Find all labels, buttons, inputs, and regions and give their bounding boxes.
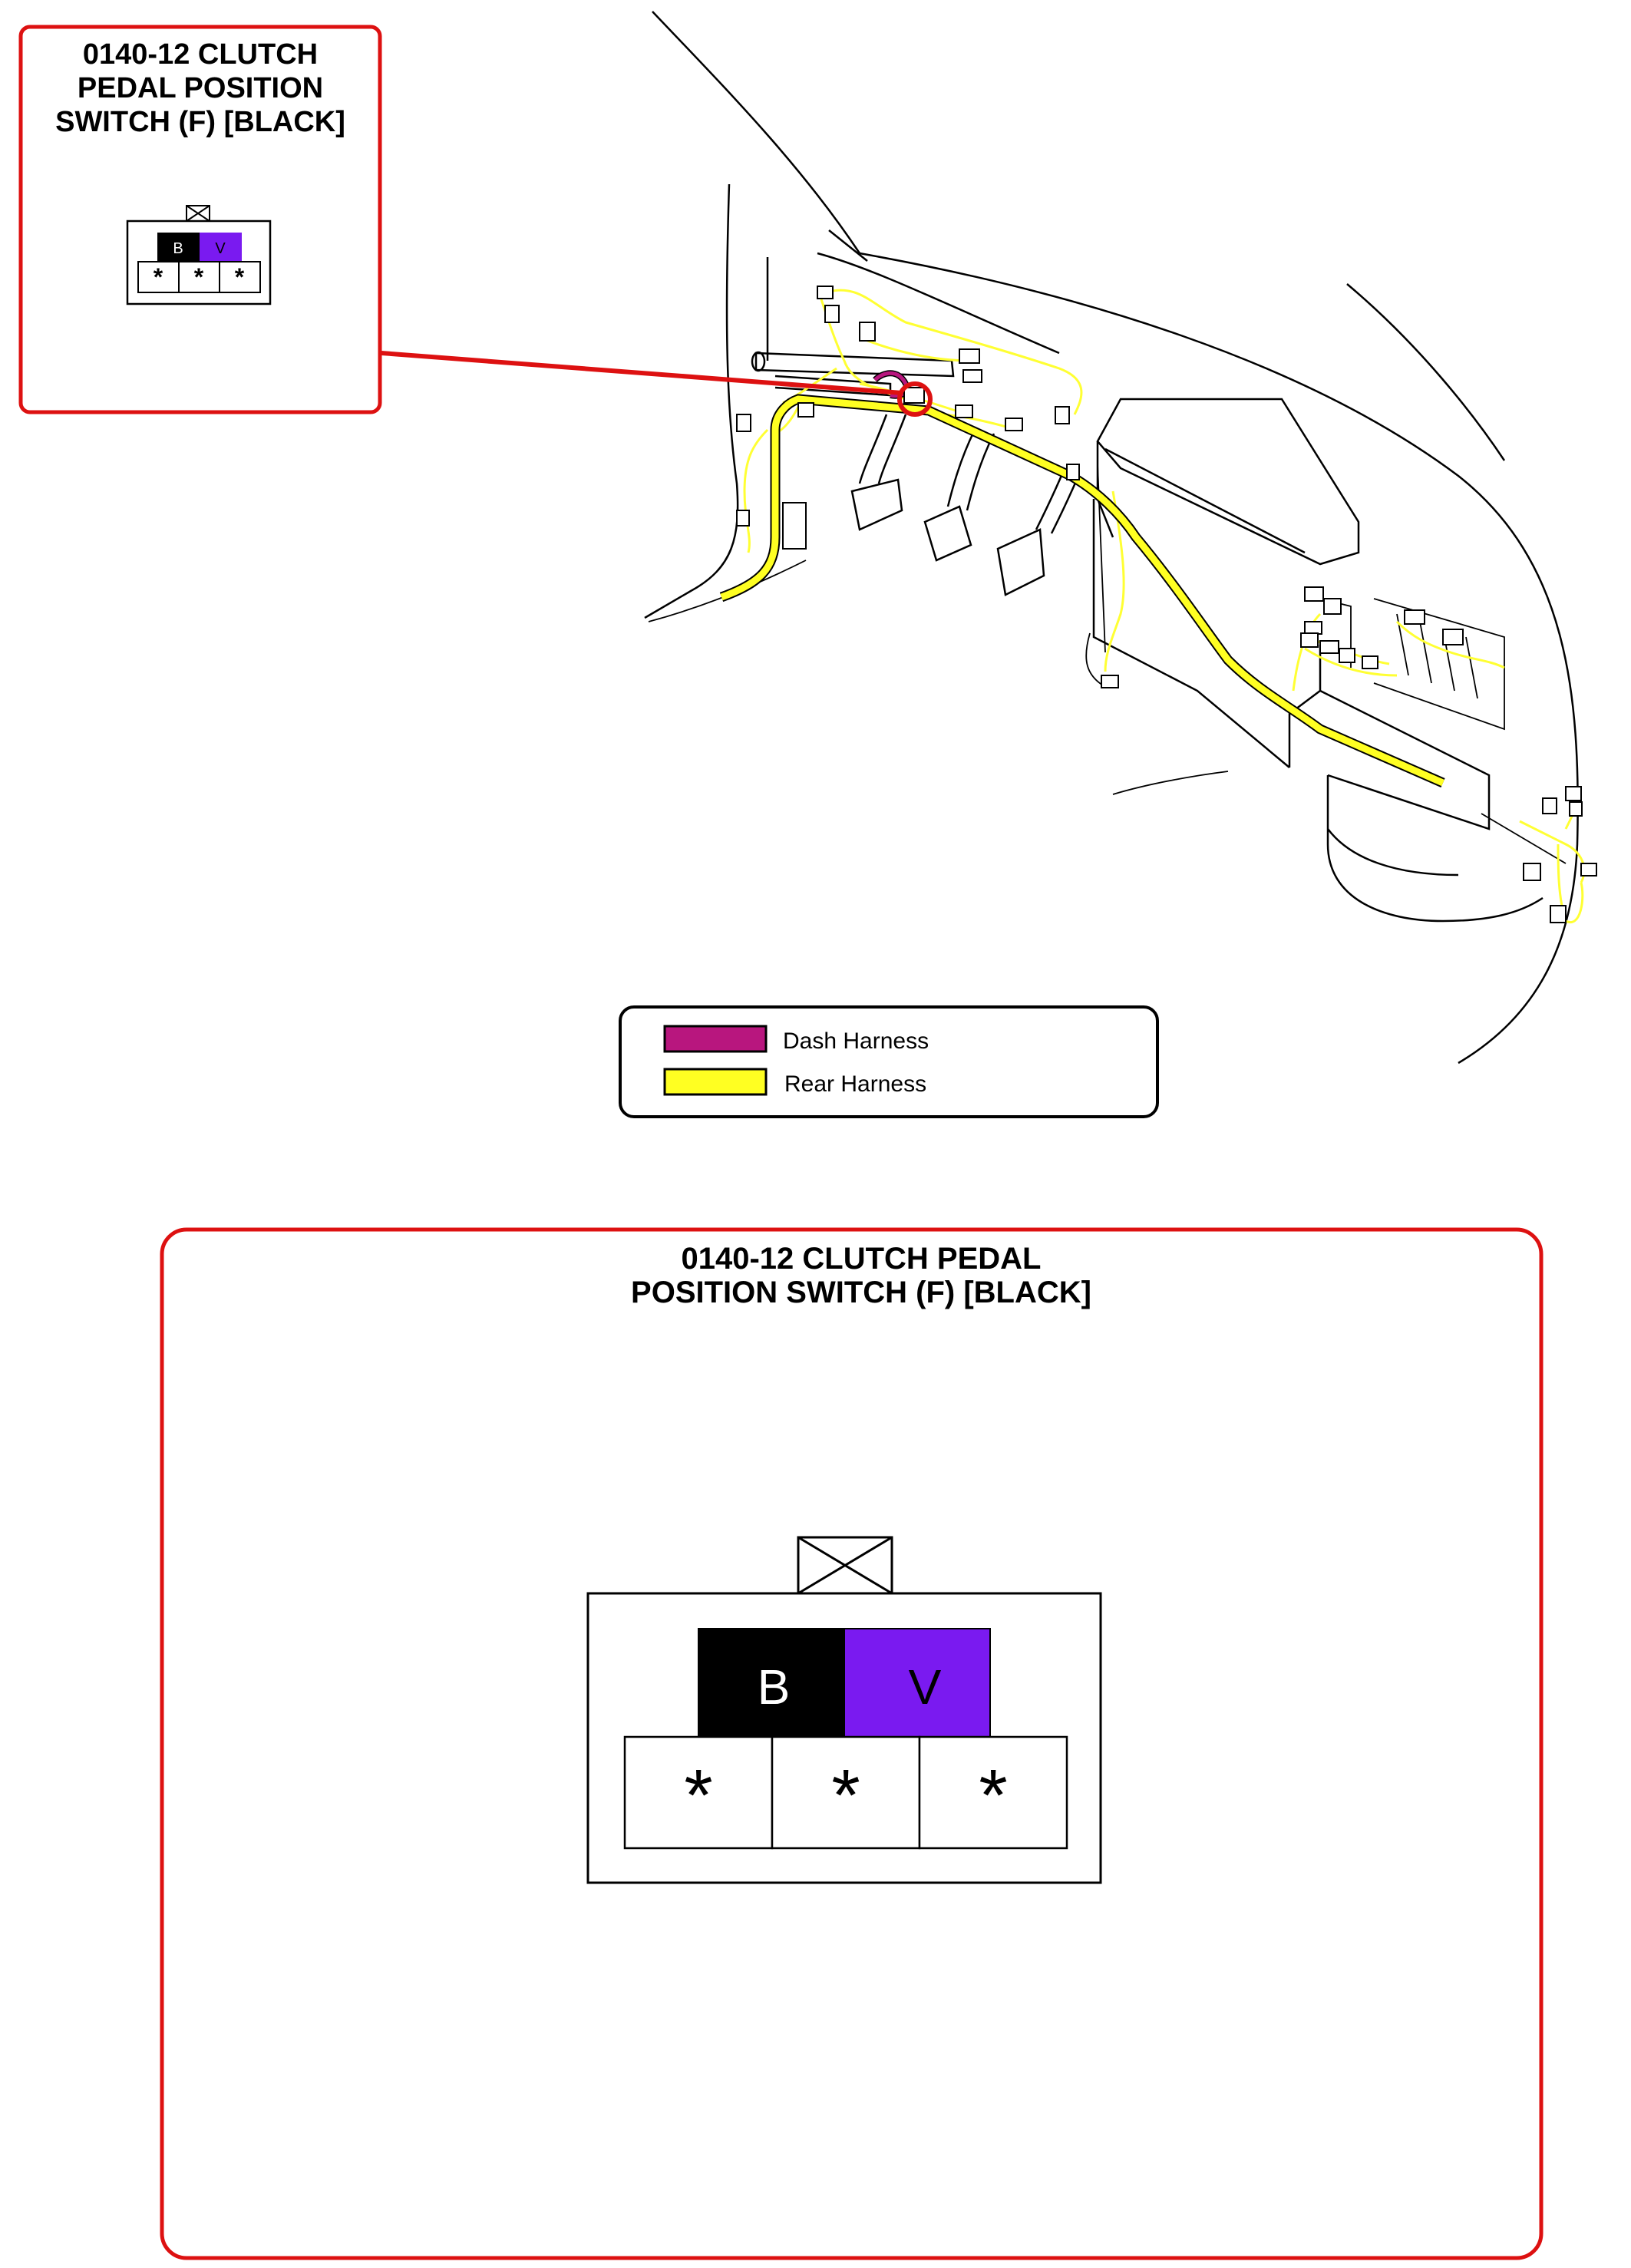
callout-pin-bottom-2: * [193,263,204,291]
callout-pin-bottom-1: * [153,263,163,291]
legend-label-dash-harness: Dash Harness [783,1028,929,1054]
callout-title-line-2: PEDAL POSITION [77,72,324,104]
detail-title-line-2: POSITION SWITCH (F) [BLACK] [631,1276,1091,1309]
pin-bottom-2-label: * [831,1755,860,1837]
pin-bottom-1-label: * [684,1755,713,1837]
legend-swatch-rear-harness [665,1069,766,1094]
callout-pin-bottom-3: * [234,263,245,291]
callout-title-line-1: 0140-12 CLUTCH [82,38,319,71]
callout-connector-face [127,206,270,304]
detail-title-line-1: 0140-12 CLUTCH PEDAL [681,1242,1042,1276]
legend [620,1007,1157,1117]
pin-b-label: B [757,1659,791,1715]
callout-box [21,27,380,412]
detail-panel [162,1230,1541,2258]
harness-routing [721,290,1584,923]
callout-title-line-3: SWITCH (F) [BLACK] [55,106,345,138]
pin-v-label: V [908,1659,942,1715]
legend-label-rear-harness: Rear Harness [784,1071,927,1097]
callout-pin-b-label: B [173,240,183,257]
pin-bottom-3-label: * [979,1755,1008,1837]
legend-swatch-dash-harness [665,1026,766,1051]
callout-pin-v-label: V [215,240,226,257]
